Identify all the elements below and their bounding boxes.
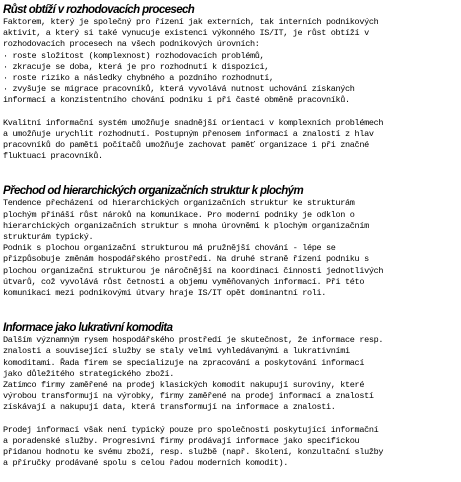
- section-heading: Růst obtíží v rozhodovacích procesech: [3, 4, 195, 16]
- section-prechod-struktur: [3, 184, 461, 299]
- paragraph: Kvalitní informační systém umožňuje snadnější orientaci v komplexních problémech a umožňuje urychlit rozhodnutí. Postupným přenosem informací a znalostí z hlav pracovníků do paměti počítačů umožňuje zachovat paměť organizace i při značné fluktuaci pracovníků.: [3, 117, 384, 162]
- section-rust-obtizi: [3, 3, 461, 162]
- section-heading: Přechod od hierarchických organizačních struktur k plochým: [3, 185, 304, 198]
- paragraph: Faktorem, který je společný pro řízení jak externích, tak interních podnikových aktivit, a který si také vynucuje existenci výkonného IS/IT, je růst obtíží v rozhodovacích procesech na všech podnikových úrovních: · roste složitost (komplexnost) rozhodovacích problémů, · zkracuje se doba, která je pro rozhodnutí k dispozici, · roste riziko a následky chybného a pozdního rozhodnutí, · zvyšuje se migrace pracovníků, která vyvolává nutnost uchování získaných informací a konzistentního chování podniku i při časté obměně pracovníků.: [3, 17, 379, 106]
- section-informace-komodita: [3, 321, 461, 469]
- paragraph: Tendence přecházení od hierarchických organizačních struktur ke strukturám plochým přináší růst nároků na komunikace. Pro moderní podniky je odklon o hierarchických organizačních struktur s mnoha úrovněmi k plochým organizačním strukturám typický. Podnik s plochou organizační strukturou má pružnější chování - lépe se přizpůsobuje změnám hospodářského prostředí. Na druhé straně řízení podniku s plochou organizační strukturou je náročnější na koordinaci činnosti jednotlivých útvarů, což vyvolává růst četnosti a objemu vyměňovaných informací. Při této komunikaci mezi podnikovými útvary hraje IS/IT opět dominantní roli.: [3, 198, 384, 299]
- paragraph: Dalším významným rysem hospodářského prostředí je skutečnost, že informace resp. znalosti a související služby se staly velmi vyhledávanými a lukrativními komoditami. Řada firem se specializuje na zpracování a poskytování informací jako důležitého strategického zboží. Zatímco firmy zaměřené na prodej klasických komodit nakupují suroviny, které výrobou transformují na výrobky, firmy zaměřené na prodej informací a znalostí získávají a nakupují data, která transformují na informace a znalosti.: [3, 335, 384, 413]
- section-heading: Informace jako lukrativní komodita: [3, 322, 173, 335]
- paragraph: Prodej informací však není typický pouze pro společnosti poskytující informační a poradenské služby. Progresivní firmy prodávají informace jako specifickou přidanou hodnotu ke svému zboží, resp. službě (např. školení, konzultační služby a příručky prodávané spolu s celou řadou moderních komodit).: [3, 424, 384, 469]
